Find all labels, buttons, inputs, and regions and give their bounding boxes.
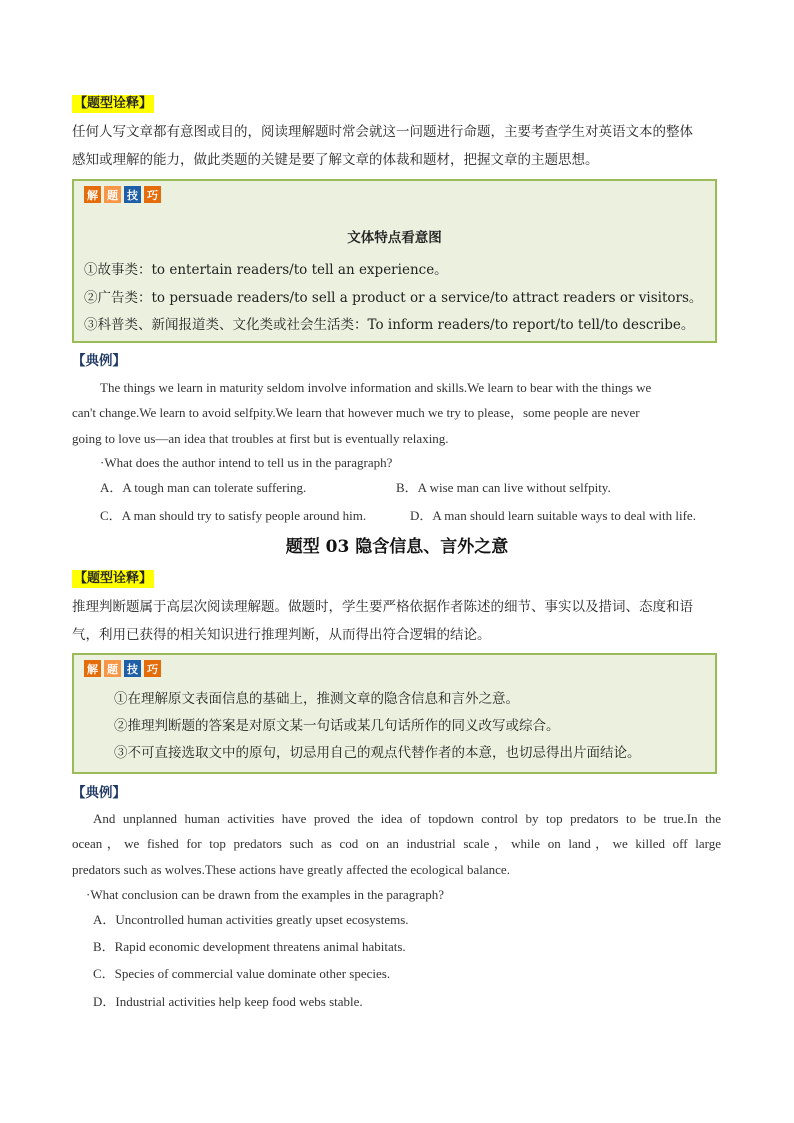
passage-line: The things we learn in maturity seldom involve information and skills.We learn to bear with the things we [100, 380, 652, 395]
tips-box [72, 179, 717, 343]
tip-char: 技 [124, 660, 141, 677]
box-line: ③科普类、新闻报道类、文化类或社会生活类：To inform readers/to report/to tell/to describe。 [84, 317, 695, 333]
tips-box [72, 653, 717, 774]
intro-line: 任何人写文章都有意图或目的，阅读理解题时常会就这一问题进行命题，主要考查学生对英语文本的整体 [72, 124, 693, 140]
tip-char: 巧 [144, 660, 161, 677]
tips-badge [84, 660, 161, 677]
tip-char: 解 [84, 186, 101, 203]
option-d: D．A man should learn suitable ways to deal with life. [410, 508, 696, 523]
option-a: A．Uncontrolled human activities greatly upset ecosystems. [93, 912, 409, 927]
tip-char: 解 [84, 660, 101, 677]
box-line: ①故事类：to entertain readers/to tell an experience。 [84, 262, 448, 278]
tip-char: 题 [104, 186, 121, 203]
section-heading: 题型 03 隐含信息、言外之意 [285, 537, 509, 557]
option-b: B．A wise man can live without selfpity. [396, 480, 611, 495]
option-b: B．Rapid economic development threatens animal habitats. [93, 939, 406, 954]
example-tag: 【典例】 [72, 785, 126, 801]
option-d: D．Industrial activities help keep food webs stable. [93, 994, 363, 1009]
question: ·What conclusion can be drawn from the examples in the paragraph? [86, 887, 445, 902]
passage-line: going to love us—an idea that troubles at first but is eventually relaxing. [72, 431, 449, 446]
intro-line: 推理判断题属于高层次阅读理解题。做题时，学生要严格依据作者陈述的细节、事实以及措词、态度和语 [72, 599, 693, 615]
question: ·What does the author intend to tell us in the paragraph? [100, 455, 393, 470]
passage-line: ocean，we fished for top predators such as cod on an industrial scale，while on land，we killed off large [72, 836, 721, 851]
option-a: A．A tough man can tolerate suffering. [100, 480, 307, 495]
tip-char: 题 [104, 660, 121, 677]
option-c: C．A man should try to satisfy people around him. [100, 508, 367, 523]
section-tag: 【题型诠释】 [74, 96, 153, 111]
box-line: ③不可直接选取文中的原句，切忌用自己的观点代替作者的本意，也切忌得出片面结论。 [114, 745, 641, 761]
intro-line: 感知或理解的能力，做此类题的关键是要了解文章的体裁和题材，把握文章的主题思想。 [72, 152, 599, 168]
box-line: ①在理解原文表面信息的基础上，推测文章的隐含信息和言外之意。 [114, 691, 519, 707]
box-line: ②推理判断题的答案是对原文某一句话或某几句话所作的同义改写或综合。 [114, 718, 560, 734]
option-c: C．Species of commercial value dominate other species. [93, 966, 391, 981]
tip-char: 巧 [144, 186, 161, 203]
box-title: 文体特点看意图 [347, 230, 442, 246]
passage-line: And unplanned human activities have proved the idea of topdown control by top predators to be true.In the [93, 811, 721, 826]
tip-char: 技 [124, 186, 141, 203]
section-tag: 【题型诠释】 [74, 571, 153, 586]
box-line: ②广告类：to persuade readers/to sell a product or a service/to attract readers or visitors。 [84, 290, 703, 306]
passage-line: predators such as wolves.These actions have greatly affected the ecological balance. [72, 862, 510, 877]
passage-line: can't change.We learn to avoid selfpity.We learn that however much we try to please，some people are never [72, 405, 640, 420]
tips-badge [84, 186, 161, 203]
intro-line: 气，利用已获得的相关知识进行推理判断，从而得出符合逻辑的结论。 [72, 627, 491, 643]
example-tag: 【典例】 [72, 353, 126, 369]
